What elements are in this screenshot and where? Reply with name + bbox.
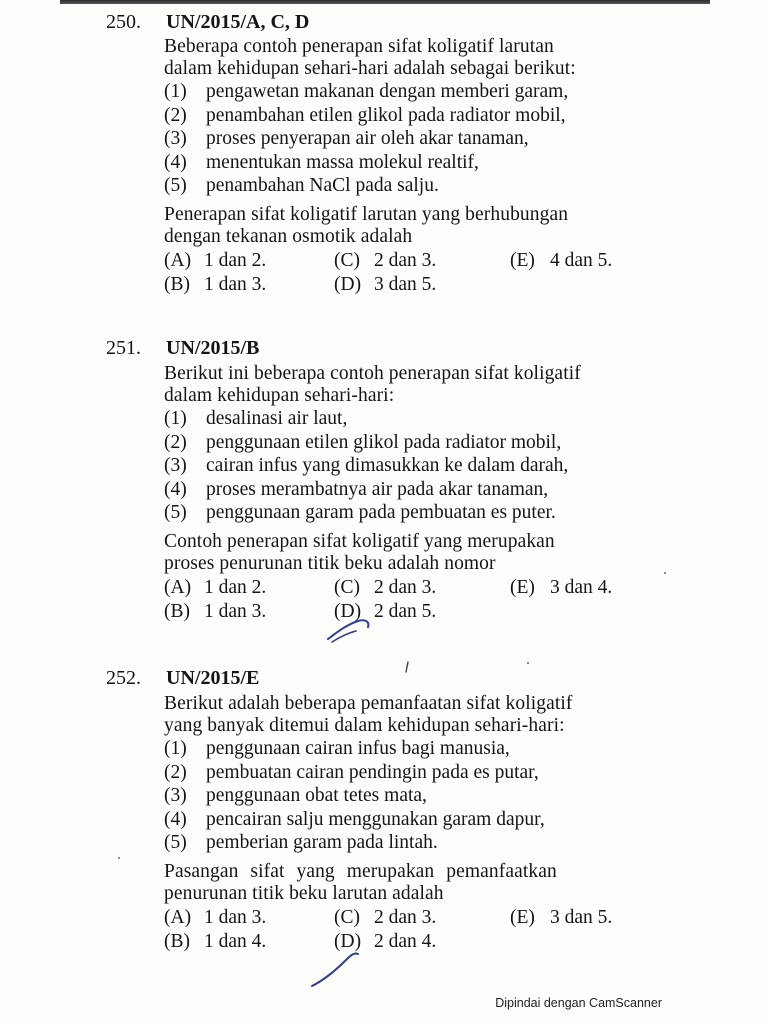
item-text: penggunaan obat tetes mata, <box>206 785 427 806</box>
answer-options <box>164 576 674 626</box>
item-text: pemberian garam pada lintah. <box>206 832 438 853</box>
option-e[interactable] <box>510 249 612 272</box>
question-number: 252. <box>106 667 141 689</box>
item-number: (3) <box>164 785 187 806</box>
option-label: (B) <box>164 930 190 952</box>
option-text: 2 dan 3. <box>374 906 437 928</box>
item-number: (3) <box>164 128 187 149</box>
list-item <box>164 478 674 502</box>
item-text: desalinasi air laut, <box>206 408 348 429</box>
scan-speck <box>118 857 120 859</box>
option-label: (E) <box>510 576 535 598</box>
intro-line: Beberapa contoh penerapan sifat koligatif larutan <box>164 36 554 57</box>
list-item <box>164 127 674 151</box>
option-e[interactable] <box>510 906 612 929</box>
question-number: 250. <box>106 11 141 33</box>
item-number: (2) <box>164 761 187 783</box>
option-text: 1 dan 3. <box>204 906 267 928</box>
option-label: (A) <box>164 576 192 598</box>
question-number: 251. <box>106 337 141 359</box>
question-source-code: UN/2015/A, C, D <box>166 11 310 33</box>
option-c[interactable] <box>334 249 436 272</box>
option-c[interactable] <box>334 576 436 599</box>
list-item <box>164 831 674 855</box>
item-text: penggunaan garam pada pembuatan es puter. <box>206 502 556 523</box>
item-number: (5) <box>164 175 187 196</box>
option-text: 1 dan 3. <box>204 600 267 622</box>
option-b[interactable] <box>164 930 266 953</box>
answer-options <box>164 249 674 299</box>
item-number: (5) <box>164 832 187 853</box>
list-item <box>164 761 674 785</box>
option-label: (E) <box>510 249 535 271</box>
item-number: (5) <box>164 502 187 523</box>
list-item <box>164 151 674 175</box>
intro-line: Berikut ini beberapa contoh penerapan sifat koligatif <box>164 363 581 384</box>
option-text: 3 dan 5. <box>550 906 613 928</box>
intro-line: Berikut adalah beberapa pemanfaatan sifat koligatif <box>164 693 573 714</box>
item-text: penambahan etilen glikol pada radiator mobil, <box>206 104 566 126</box>
option-text: 2 dan 5. <box>374 600 437 622</box>
item-number: (1) <box>164 738 187 759</box>
list-item <box>164 174 674 198</box>
item-text: penambahan NaCl pada salju. <box>206 175 439 196</box>
option-d[interactable] <box>334 930 436 953</box>
option-c[interactable] <box>334 906 436 929</box>
item-number: (4) <box>164 151 187 173</box>
option-b[interactable] <box>164 273 266 296</box>
answer-options <box>164 906 674 956</box>
list-item <box>164 104 674 128</box>
intro-line: yang banyak ditemui dalam kehidupan sehari-hari: <box>164 715 565 736</box>
option-a[interactable] <box>164 249 266 272</box>
pen-tick-251 <box>402 660 412 676</box>
question-body <box>164 693 674 956</box>
item-text: pengawetan makanan dengan memberi garam, <box>206 81 569 102</box>
item-number: (1) <box>164 408 187 429</box>
option-text: 2 dan 3. <box>374 249 437 271</box>
option-d[interactable] <box>334 273 436 296</box>
scan-speck <box>664 572 666 574</box>
list-item <box>164 808 674 832</box>
option-label: (B) <box>164 273 190 295</box>
item-text: menentukan massa molekul realtif, <box>206 151 479 173</box>
item-text: proses merambatnya air pada akar tanaman, <box>206 478 549 500</box>
option-d[interactable] <box>334 600 436 623</box>
item-text: proses penyerapan air oleh akar tanaman, <box>206 128 529 149</box>
intro-line: dalam kehidupan sehari-hari adalah sebagai berikut: <box>164 58 576 79</box>
option-text: 1 dan 2. <box>204 249 267 271</box>
item-text: cairan infus yang dimasukkan ke dalam darah, <box>206 455 569 476</box>
option-text: 3 dan 4. <box>550 576 613 598</box>
question-source-code: UN/2015/E <box>166 667 260 689</box>
option-label: (A) <box>164 249 192 271</box>
item-number: (3) <box>164 455 187 476</box>
item-text: penggunaan etilen glikol pada radiator mobil, <box>206 431 562 453</box>
list-item <box>164 737 674 761</box>
option-text: 1 dan 4. <box>204 930 267 952</box>
option-e[interactable] <box>510 576 612 599</box>
list-item <box>164 784 674 808</box>
option-label: (D) <box>334 273 362 295</box>
item-text: pembuatan cairan pendingin pada es putar, <box>206 761 539 783</box>
option-label: (E) <box>510 906 535 928</box>
question-line: proses penurunan titik beku adalah nomor <box>164 552 496 574</box>
item-number: (2) <box>164 431 187 453</box>
option-label: (D) <box>334 930 362 952</box>
option-label: (A) <box>164 906 192 928</box>
intro-line: dalam kehidupan sehari-hari: <box>164 385 395 406</box>
scan-speck <box>527 662 529 664</box>
item-text: penggunaan cairan infus bagi manusia, <box>206 738 510 759</box>
option-b[interactable] <box>164 600 266 623</box>
question-line: penurunan titik beku larutan adalah <box>164 882 444 904</box>
option-text: 2 dan 3. <box>374 576 437 598</box>
list-item <box>164 454 674 478</box>
question-line: Contoh penerapan sifat koligatif yang merupakan <box>164 530 555 552</box>
list-item <box>164 407 674 431</box>
option-label: (C) <box>334 249 360 271</box>
option-text: 3 dan 5. <box>374 273 437 295</box>
question-body <box>164 36 674 299</box>
item-text: pencairan salju menggunakan garam dapur, <box>206 808 545 830</box>
option-text: 2 dan 4. <box>374 930 437 952</box>
option-label: (B) <box>164 600 190 622</box>
top-border <box>60 0 710 4</box>
option-text: 1 dan 3. <box>204 273 267 295</box>
option-label: (C) <box>334 906 360 928</box>
option-a[interactable] <box>164 906 266 929</box>
item-number: (2) <box>164 104 187 126</box>
option-text: 4 dan 5. <box>550 249 613 271</box>
option-text: 1 dan 2. <box>204 576 267 598</box>
item-number: (4) <box>164 808 187 830</box>
scanner-watermark: Dipindai dengan CamScanner <box>495 996 662 1010</box>
list-item <box>164 431 674 455</box>
question-line: Penerapan sifat koligatif larutan yang berhubungan <box>164 203 569 225</box>
question-line: dengan tekanan osmotik adalah <box>164 225 413 247</box>
question-source-code: UN/2015/B <box>166 337 260 359</box>
item-number: (1) <box>164 81 187 102</box>
option-label: (C) <box>334 576 360 598</box>
question-line: Pasangan sifat yang merupakan pemanfaatkan <box>164 860 557 882</box>
item-number: (4) <box>164 478 187 500</box>
option-label: (D) <box>334 600 362 622</box>
list-item <box>164 80 674 104</box>
list-item <box>164 501 674 525</box>
question-body <box>164 363 674 626</box>
option-a[interactable] <box>164 576 266 599</box>
